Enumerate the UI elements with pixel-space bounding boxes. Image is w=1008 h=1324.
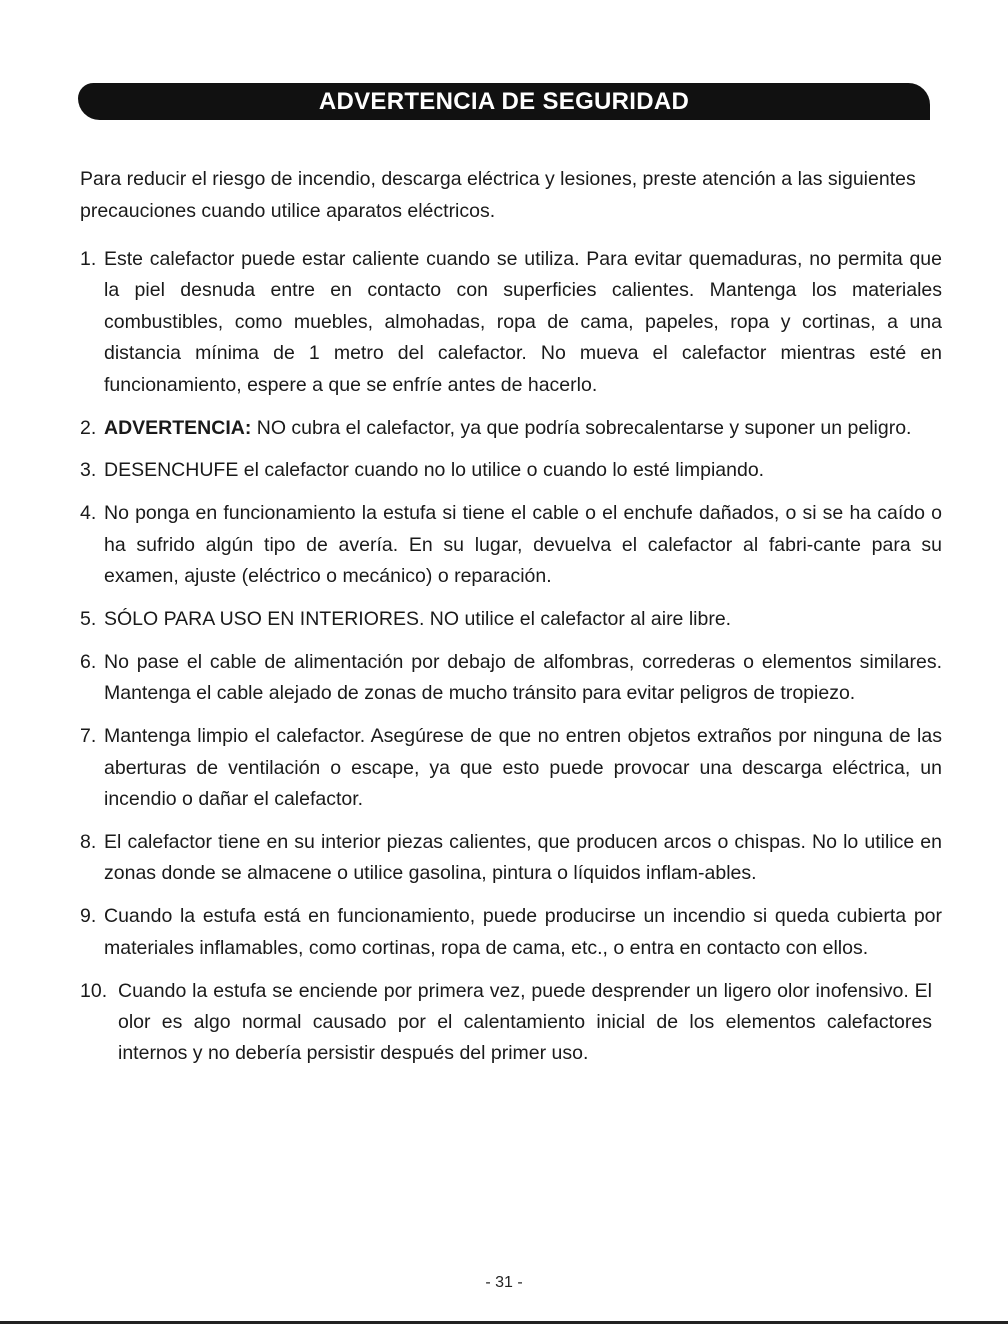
item-number: 10. — [80, 979, 108, 1002]
item-number: 6. — [80, 650, 97, 673]
warning-label: ADVERTENCIA: — [104, 416, 252, 439]
item-number: 4. — [80, 502, 97, 525]
page-number: - 31 - — [485, 1274, 523, 1291]
item-text: No pase el cable de alimentación por debajo de alfombras, correderas o elementos similares. Mantenga el cable alejado de zonas de mucho tránsito para evitar peligros de tropiezo. — [104, 650, 942, 705]
list-item-4 — [80, 498, 942, 592]
item-number: 1. — [80, 248, 97, 270]
list-item-1 — [80, 244, 942, 401]
item-text: Cuando la estufa está en funcionamiento, puede producirse un incendio si queda cubierta por materiales inflamables, como cortinas, ropa de cama, etc., o entra en contacto con ellos. — [104, 905, 942, 959]
list-item-6 — [80, 647, 942, 710]
item-text: DESENCHUFE el calefactor cuando no lo utilice o cuando lo esté limpiando. — [104, 459, 765, 482]
item-number: 8. — [80, 831, 97, 853]
list-item-10 — [80, 976, 942, 1070]
item-number: 5. — [80, 608, 97, 631]
item-text: El calefactor tiene en su interior piezas calientes, que producen arcos o chispas. No lo utilice en zonas donde se almacene o utilice gasolina, pintura o líquidos inflam-ables. — [104, 831, 942, 885]
section-title: ADVERTENCIA DE SEGURIDAD — [318, 87, 690, 115]
intro-paragraph: Para reducir el riesgo de incendio, descarga eléctrica y lesiones, preste atención a las siguientes precauciones cuando utilice aparatos eléctricos. — [80, 168, 916, 222]
list-item-2 — [80, 413, 942, 444]
item-text: Mantenga limpio el calefactor. Asegúrese de que no entren objetos extraños por ninguna de las aberturas de ventilación o escape, ya que esto puede provocar una descarga eléctrica, un incendio o dañar el calefactor. — [104, 725, 942, 811]
list-item-9 — [80, 901, 942, 964]
section-header-banner — [78, 83, 930, 120]
item-number: 2. — [80, 416, 97, 439]
item-text-container — [104, 413, 942, 444]
item-number: 9. — [80, 905, 97, 928]
list-item-8 — [80, 827, 942, 890]
item-text: No ponga en funcionamiento la estufa si tiene el cable o el enchufe dañados, o si se ha caído o ha sufrido algún tipo de avería. En su lugar, devuelva el calefactor al fabri-cante para su examen, ajuste (eléctrico o mecánico) o reparación. — [104, 502, 942, 588]
list-item-7 — [80, 721, 942, 815]
item-number: 7. — [80, 725, 97, 748]
safety-precautions-list — [80, 244, 942, 1081]
item-text: Este calefactor puede estar caliente cuando se utiliza. Para evitar quemaduras, no permita que la piel desnuda entre en contacto con superficies calientes. Mantenga los materiales combustibles, como muebles, almohadas, ropa de cama, papeles, ropa y cortinas, a una distancia mínima de 1 metro del calefactor. No mueva el calefactor mientras esté en funcionamiento, espere a que se enfríe antes de hacerlo. — [104, 248, 942, 396]
item-text: NO cubra el calefactor, ya que podría sobrecalentarse y suponer un peligro. — [251, 416, 912, 439]
item-text: Cuando la estufa se enciende por primera vez, puede desprender un ligero olor inofensivo. El olor es algo normal causado por el calentamiento inicial de los elementos calefactores internos y no debería persistir después del primer uso. — [118, 979, 932, 1065]
list-item-3 — [80, 455, 942, 486]
item-number: 3. — [80, 459, 97, 482]
list-item-5 — [80, 604, 942, 635]
item-text: SÓLO PARA USO EN INTERIORES. NO utilice el calefactor al aire libre. — [104, 608, 732, 631]
